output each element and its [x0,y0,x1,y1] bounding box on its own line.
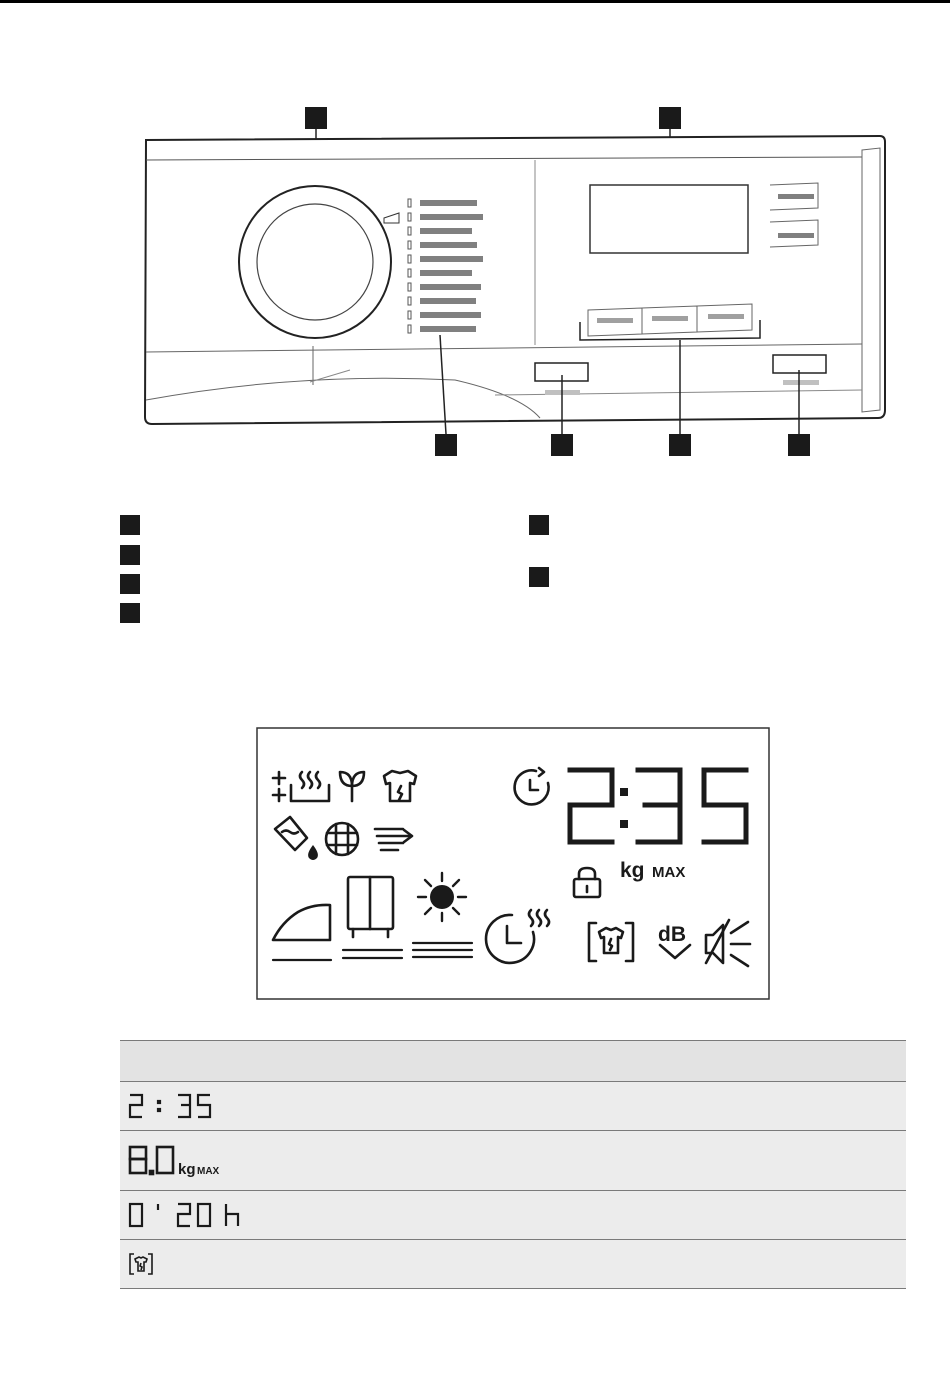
delay-readout [128,1202,258,1228]
display-weight-max: MAX [652,864,686,881]
svg-text:MAX: MAX [197,1166,220,1177]
time-readout [128,1093,228,1119]
table-row [120,1082,906,1131]
shirt-treatment-icon [128,1252,154,1276]
display-frame [257,728,769,999]
table-row [120,1240,906,1289]
display-weight-unit: kg [620,859,645,882]
weight-readout [128,1145,243,1177]
table-row [120,1131,906,1191]
display-sound-label: dB [658,923,686,946]
display-indicator-table [120,1040,906,1289]
svg-text:kg: kg [178,1161,196,1177]
table-header [120,1040,906,1082]
sun-core [430,885,454,909]
table-row [120,1191,906,1240]
